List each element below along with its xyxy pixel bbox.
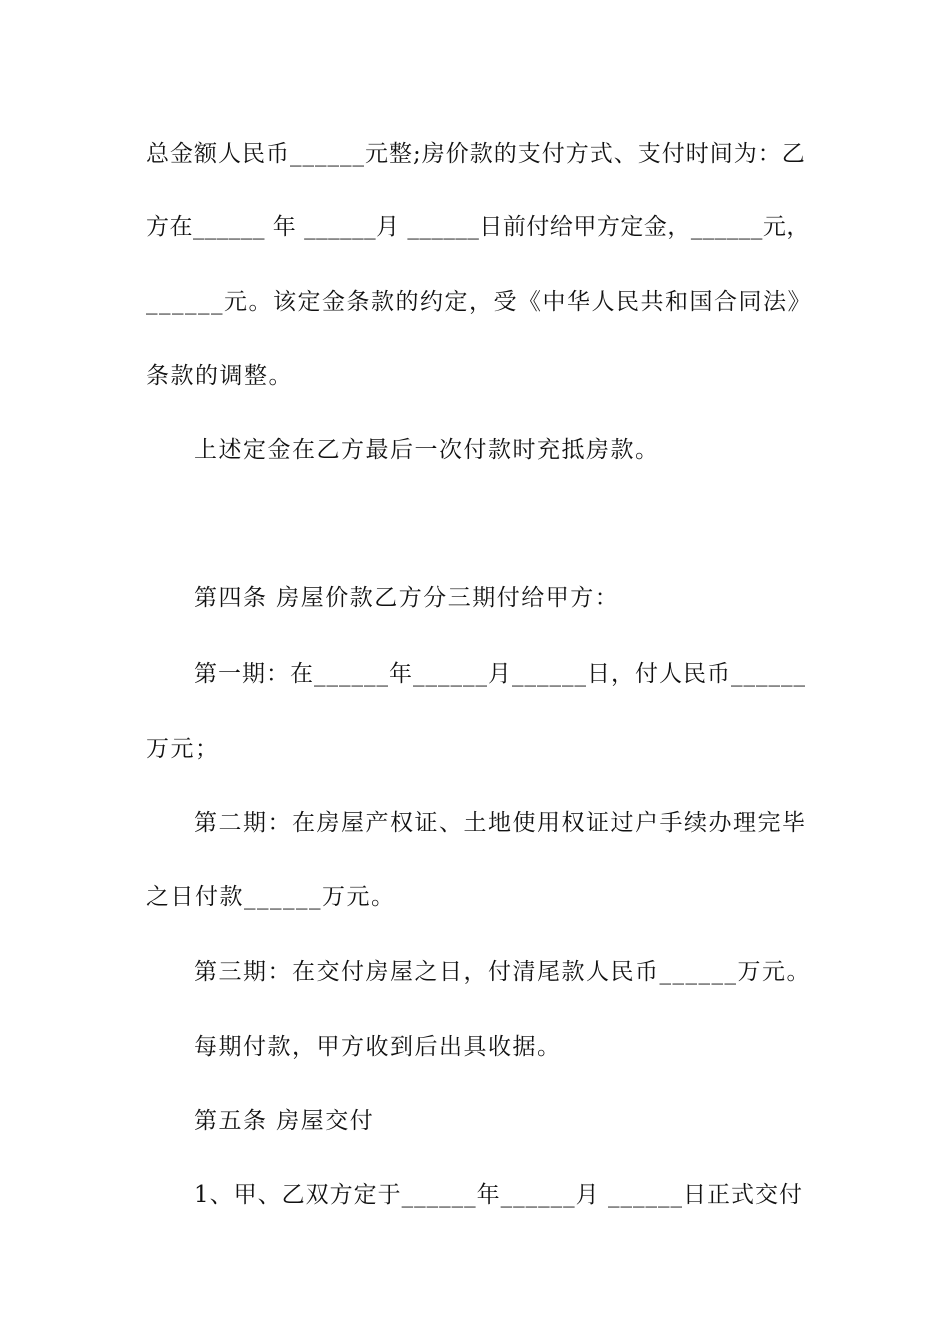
text-line-8: 万元； bbox=[146, 736, 220, 762]
text-line-2: 方在______ 年 ______月 ______日前付给甲方定金，______元， bbox=[146, 214, 810, 240]
text-line-12: 每期付款，甲方收到后出具收据。 bbox=[194, 1034, 562, 1060]
text-line-1: 总金额人民币______元整;房价款的支付方式、支付时间为：乙 bbox=[146, 141, 806, 167]
text-line-5: 上述定金在乙方最后一次付款时充抵房款。 bbox=[194, 437, 660, 463]
text-line-4: 条款的调整。 bbox=[146, 363, 293, 389]
text-line-7: 第一期：在______年______月______日，付人民币______ bbox=[194, 661, 806, 687]
text-line-11: 第三期：在交付房屋之日，付清尾款人民币______万元。 bbox=[194, 959, 811, 985]
section-heading-article-5: 第五条 房屋交付 bbox=[194, 1108, 375, 1134]
section-heading-article-4: 第四条 房屋价款乙方分三期付给甲方： bbox=[194, 585, 620, 611]
text-line-3: ______元。该定金条款的约定，受《中华人民共和国合同法》 bbox=[146, 289, 812, 315]
text-line-14: 1、甲、乙双方定于______年______月 ______日正式交付 bbox=[194, 1182, 803, 1208]
text-line-9: 第二期：在房屋产权证、土地使用权证过户手续办理完毕 bbox=[194, 810, 807, 836]
text-line-10: 之日付款______万元。 bbox=[146, 884, 396, 910]
